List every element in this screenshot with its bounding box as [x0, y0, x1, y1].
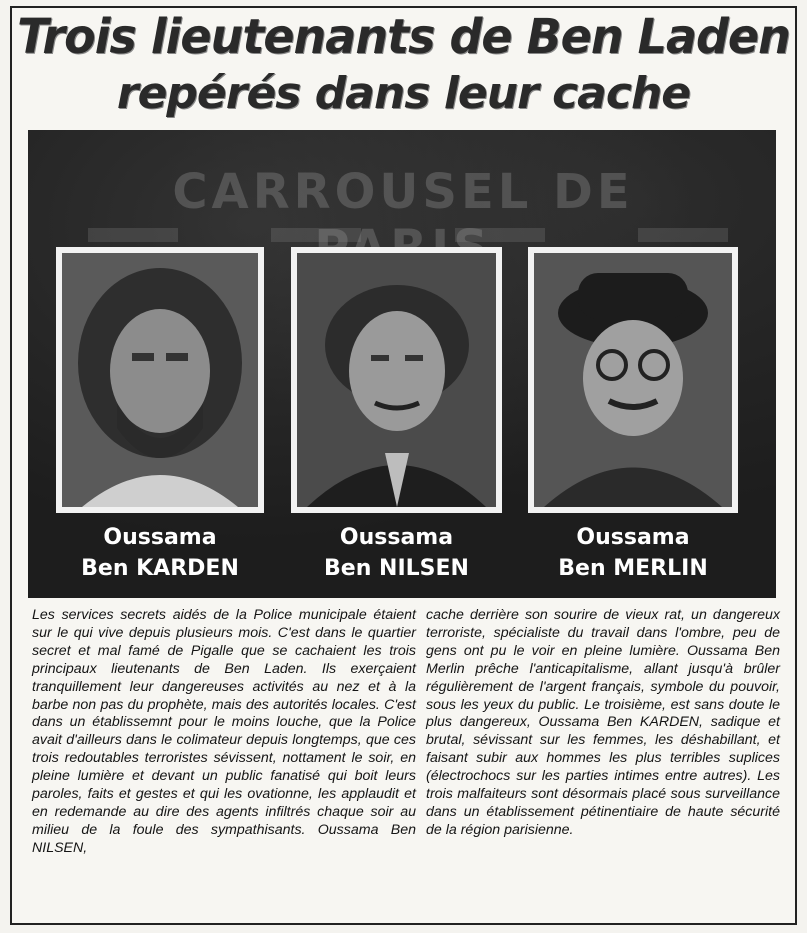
photo-area: [28, 130, 776, 598]
smiling-man-portrait-icon: [291, 247, 502, 513]
sign-subtext: [88, 228, 728, 246]
caption-last-name: Ben KARDEN: [81, 556, 239, 581]
caption-nilsen: [291, 522, 502, 584]
caption-karden: [56, 522, 264, 584]
article-column-right: cache derrière son sourire de vieux rat, un dangereux terroriste, spécialiste du travail dans l'ombre, peu de gens ont pu le voir en pleine lumière. Oussama Ben Merlin prêche l'anticapitalisme, allant jusqu'à brûler régulièrement de l'argent français, symbole du pouvoir, sous les yeux du public. Le troisième, est sans doute le plus dangereux, Oussama Ben KARDEN, sadique et brutal, sévissant sur les femmes, les déshabillant, et faisant subir aux hommes les plus terribles suplices (électrochocs sur les parties intimes entre autres). Les trois malfaiteurs sont désormais placé sous surveillance dans un établissement pétinentiaire de haute sécurité de la région parisienne.: [426, 607, 780, 838]
bearded-man-portrait-icon: [56, 247, 264, 513]
caption-first-name: Oussama: [339, 525, 454, 550]
article-column-left: Les services secrets aidés de la Police municipale étaient sur le qui vive depuis plusieurs mois. C'est dans le quartier secret et mal famé de Pigalle que se cachaient les trois principaux lieutenants de Ben Laden. Ils exerçaient tranquillement leur dangereuses activités au nez et à la barbe non pas du prophète, mais des autorités locales. C'est dans un établissemnt pour le moins louche, que la Police avait d'ailleurs dans le colimateur depuis longtemps, que ces trois redoutables terroristes sévissent, nottament le soir, en pleine lumière et devant un public fanatisé qui boit leurs paroles, faits et gestes et qui les ovationne, les applaudit et en redemande au dire des agents infiltrés chaque soir au milieu de la foule des sympathisants. Oussama Ben NILSEN,: [32, 607, 416, 856]
caption-last-name: Ben NILSEN: [324, 556, 469, 581]
caption-merlin: [528, 522, 738, 584]
man-with-hat-and-glasses-portrait-icon: [528, 247, 738, 513]
headline-line-1: Trois lieutenants de Ben Laden: [17, 7, 790, 65]
caption-last-name: Ben MERLIN: [558, 556, 708, 581]
carrousel-sign: CARROUSEL DE: [172, 164, 634, 220]
caption-first-name: Oussama: [576, 525, 690, 550]
caption-first-name: Oussama: [103, 525, 217, 550]
headline-line-2: repérés dans leur cache: [116, 68, 691, 119]
